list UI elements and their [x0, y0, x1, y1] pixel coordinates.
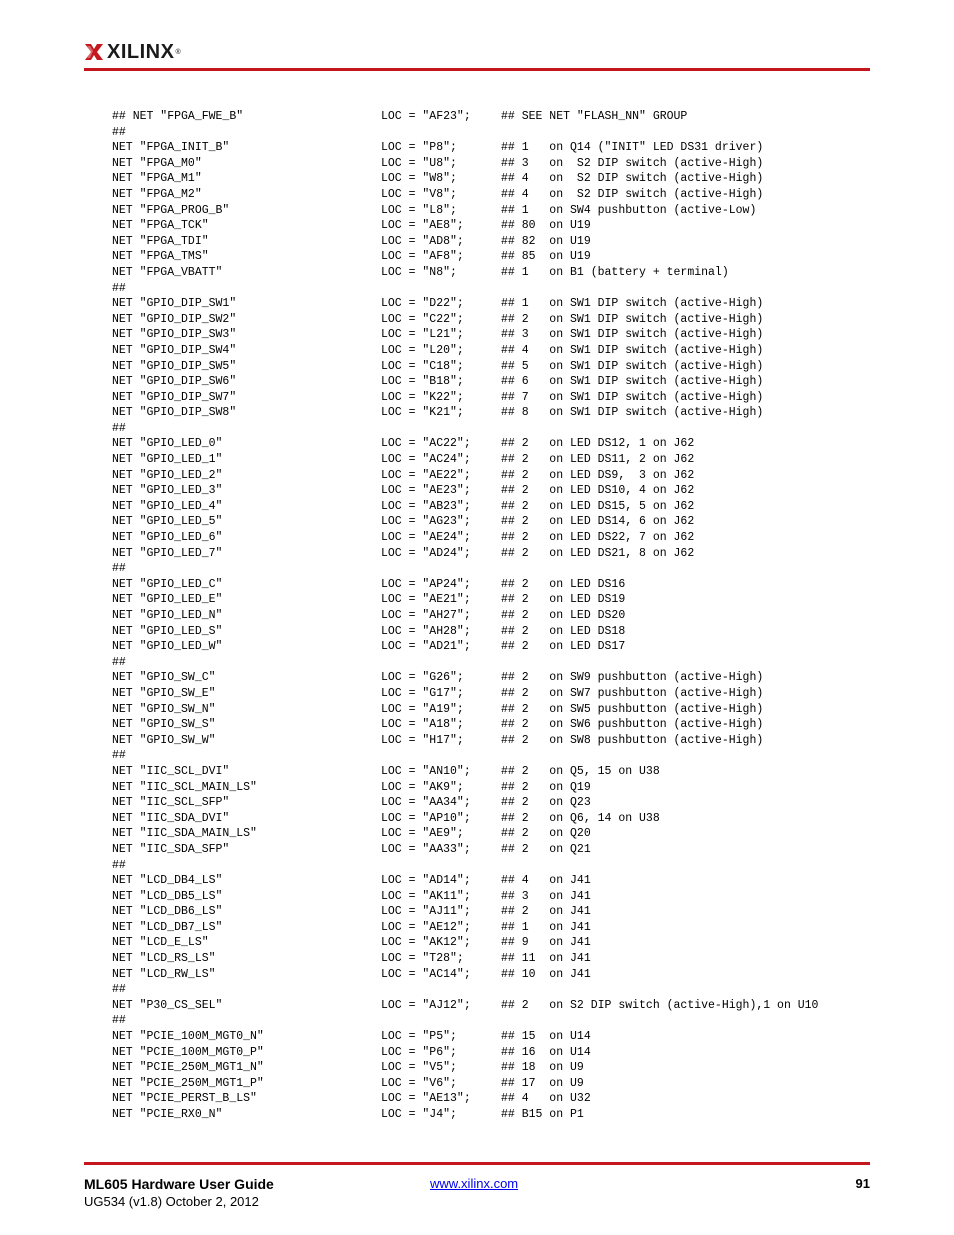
- net-name: NET "GPIO_LED_0": [112, 437, 223, 451]
- pin-comment: ## 2 on LED DS10, 4 on J62: [501, 484, 695, 498]
- loc-constraint: LOC = "AD8";: [381, 234, 464, 248]
- pin-comment: ## 2 on Q21: [501, 842, 591, 856]
- loc-constraint: LOC = "L8";: [381, 203, 457, 217]
- footer-document-title: ML605 Hardware User Guide: [84, 1176, 274, 1192]
- net-name: NET "GPIO_DIP_SW1": [112, 297, 237, 311]
- net-name: NET "GPIO_DIP_SW4": [112, 343, 237, 357]
- loc-constraint: LOC = "AF8";: [381, 250, 464, 264]
- net-name: ##: [112, 858, 126, 872]
- loc-constraint: LOC = "AE9";: [381, 827, 464, 841]
- loc-constraint: LOC = "AD21";: [381, 640, 471, 654]
- loc-constraint: LOC = "A18";: [381, 718, 464, 732]
- net-name: NET "PCIE_PERST_B_LS": [112, 1092, 257, 1106]
- net-name: NET "GPIO_LED_C": [112, 577, 223, 591]
- loc-constraint: LOC = "P5";: [381, 1030, 457, 1044]
- pin-comment: ## 5 on SW1 DIP switch (active-High): [501, 359, 764, 373]
- pin-comment: ## 2 on LED DS19: [501, 593, 626, 607]
- loc-constraint: LOC = "AD14";: [381, 874, 471, 888]
- pin-comment: ## 4 on J41: [501, 874, 591, 888]
- net-name: NET "IIC_SCL_DVI": [112, 764, 230, 778]
- pin-comment: ## 4 on S2 DIP switch (active-High): [501, 187, 764, 201]
- loc-constraint: LOC = "AA33";: [381, 842, 471, 856]
- net-name: NET "FPGA_VBATT": [112, 265, 223, 279]
- loc-constraint: LOC = "N8";: [381, 265, 457, 279]
- pin-comment: ## 2 on LED DS12, 1 on J62: [501, 437, 695, 451]
- loc-constraint: LOC = "AB23";: [381, 499, 471, 513]
- loc-constraint: LOC = "AE13";: [381, 1092, 471, 1106]
- loc-constraint: LOC = "A19";: [381, 702, 464, 716]
- pin-comment: ## 11 on J41: [501, 952, 591, 966]
- net-name: NET "P30_CS_SEL": [112, 998, 223, 1012]
- pin-comment: ## B15 on P1: [501, 1108, 584, 1121]
- net-name: NET "FPGA_M2": [112, 187, 202, 201]
- pin-comment: ## 6 on SW1 DIP switch (active-High): [501, 375, 764, 389]
- pin-comment: ## 2 on SW8 pushbutton (active-High): [501, 733, 764, 747]
- loc-constraint: LOC = "AJ12";: [381, 998, 471, 1012]
- pin-comment: ## 1 on SW1 DIP switch (active-High): [501, 297, 764, 311]
- footer-website-link[interactable]: www.xilinx.com: [430, 1176, 519, 1191]
- loc-constraint: LOC = "H17";: [381, 733, 464, 747]
- loc-constraint: LOC = "P6";: [381, 1045, 457, 1059]
- pin-comment: ## 2 on SW9 pushbutton (active-High): [501, 671, 764, 685]
- pin-comment: ## 2 on LED DS22, 7 on J62: [501, 531, 695, 545]
- pin-comment: ## 9 on J41: [501, 936, 591, 950]
- pin-comment: ## 3 on S2 DIP switch (active-High): [501, 156, 764, 170]
- net-name: NET "GPIO_DIP_SW5": [112, 359, 237, 373]
- header-rule: [84, 68, 870, 71]
- loc-constraint: LOC = "AD24";: [381, 546, 471, 560]
- loc-constraint: LOC = "D22";: [381, 297, 464, 311]
- pin-comment: ## 15 on U14: [501, 1030, 591, 1044]
- pin-comment: ## 4 on U32: [501, 1092, 591, 1106]
- pin-comment: ## 1 on Q14 ("INIT" LED DS31 driver): [501, 141, 764, 155]
- loc-constraint: LOC = "AJ11";: [381, 905, 471, 919]
- net-name: NET "LCD_DB4_LS": [112, 874, 223, 888]
- loc-constraint: LOC = "AC24";: [381, 453, 471, 467]
- pin-comment: ## 2 on SW7 pushbutton (active-High): [501, 686, 764, 700]
- loc-constraint: LOC = "J4";: [381, 1108, 457, 1121]
- loc-constraint: LOC = "AE22";: [381, 468, 471, 482]
- loc-constraint: LOC = "AF23";: [381, 110, 471, 123]
- net-name: ## NET "FPGA_FWE_B": [112, 110, 244, 123]
- net-name: NET "LCD_RS_LS": [112, 952, 216, 966]
- net-name: NET "GPIO_LED_4": [112, 499, 223, 513]
- net-name: NET "FPGA_M1": [112, 172, 202, 186]
- loc-constraint: LOC = "AA34";: [381, 796, 471, 810]
- net-name: NET "LCD_DB7_LS": [112, 920, 223, 934]
- pin-comment: ## 2 on LED DS21, 8 on J62: [501, 546, 695, 560]
- pin-comment: ## 2 on LED DS14, 6 on J62: [501, 515, 695, 529]
- net-name: NET "GPIO_DIP_SW3": [112, 328, 237, 342]
- pin-comment: ## 1 on SW4 pushbutton (active-Low): [501, 203, 757, 217]
- pin-comment: ## 2 on LED DS15, 5 on J62: [501, 499, 695, 513]
- loc-constraint: LOC = "V8";: [381, 187, 457, 201]
- net-name: NET "GPIO_LED_3": [112, 484, 223, 498]
- net-name: NET "GPIO_LED_S": [112, 624, 223, 638]
- net-name: NET "FPGA_TDI": [112, 234, 209, 248]
- loc-constraint: LOC = "L20";: [381, 343, 464, 357]
- net-name: NET "FPGA_M0": [112, 156, 202, 170]
- page-number: 91: [855, 1176, 870, 1191]
- pin-comment: ## 2 on J41: [501, 905, 591, 919]
- net-name: ##: [112, 125, 126, 139]
- net-name: NET "LCD_DB6_LS": [112, 905, 223, 919]
- net-name: NET "GPIO_SW_E": [112, 686, 216, 700]
- loc-constraint: LOC = "AN10";: [381, 764, 471, 778]
- net-name: ##: [112, 655, 126, 669]
- loc-constraint: LOC = "AP10";: [381, 811, 471, 825]
- loc-constraint: LOC = "AH27";: [381, 609, 471, 622]
- pin-comment: ## 2 on LED DS20: [501, 609, 626, 622]
- net-name: NET "GPIO_LED_6": [112, 531, 223, 545]
- pin-comment: ## 80 on U19: [501, 219, 591, 233]
- loc-constraint: LOC = "V5";: [381, 1061, 457, 1075]
- loc-constraint: LOC = "B18";: [381, 375, 464, 389]
- loc-constraint: LOC = "AG23";: [381, 515, 471, 529]
- loc-constraint: LOC = "K22";: [381, 390, 464, 404]
- xilinx-logo: [84, 40, 181, 64]
- net-name: NET "GPIO_DIP_SW2": [112, 312, 237, 326]
- pin-comment: ## 2 on LED DS16: [501, 577, 626, 591]
- pin-comment: ## 10 on J41: [501, 967, 591, 981]
- footer-document-version: UG534 (v1.8) October 2, 2012: [84, 1194, 259, 1209]
- net-name: NET "FPGA_TMS": [112, 250, 209, 264]
- pin-comment: ## 85 on U19: [501, 250, 591, 264]
- pin-comment: ## 8 on SW1 DIP switch (active-High): [501, 406, 764, 420]
- net-name: NET "LCD_RW_LS": [112, 967, 216, 981]
- pin-comment: ## 7 on SW1 DIP switch (active-High): [501, 390, 764, 404]
- pin-comment: ## 2 on Q5, 15 on U38: [501, 764, 660, 778]
- net-name: NET "FPGA_INIT_B": [112, 141, 230, 155]
- loc-constraint: LOC = "AP24";: [381, 577, 471, 591]
- pin-comment: ## 2 on Q19: [501, 780, 591, 794]
- pin-comment: ## 2 on LED DS11, 2 on J62: [501, 453, 695, 467]
- loc-constraint: LOC = "AE12";: [381, 920, 471, 934]
- net-name: ##: [112, 983, 126, 997]
- loc-constraint: LOC = "W8";: [381, 172, 457, 186]
- net-name: ##: [112, 749, 126, 763]
- loc-constraint: LOC = "C18";: [381, 359, 464, 373]
- loc-constraint: LOC = "AK12";: [381, 936, 471, 950]
- pin-comment: ## 4 on SW1 DIP switch (active-High): [501, 343, 764, 357]
- net-name: NET "IIC_SCL_MAIN_LS": [112, 780, 257, 794]
- net-name: NET "PCIE_100M_MGT0_N": [112, 1030, 264, 1044]
- net-name: NET "IIC_SDA_MAIN_LS": [112, 827, 257, 841]
- pin-comment: ## 2 on Q20: [501, 827, 591, 841]
- pin-comment: ## 82 on U19: [501, 234, 591, 248]
- footer-rule: [84, 1162, 870, 1165]
- pin-comment: ## 1 on B1 (battery + terminal): [501, 265, 729, 279]
- pin-comment: ## 3 on J41: [501, 889, 591, 903]
- loc-constraint: LOC = "AH28";: [381, 624, 471, 638]
- net-name: NET "GPIO_SW_N": [112, 702, 216, 716]
- pin-comment: ## 2 on SW6 pushbutton (active-High): [501, 718, 764, 732]
- pin-comment: ## 2 on LED DS9, 3 on J62: [501, 468, 695, 482]
- net-name: ##: [112, 1014, 126, 1028]
- pin-comment: ## 17 on U9: [501, 1076, 584, 1090]
- net-name: NET "GPIO_LED_7": [112, 546, 223, 560]
- net-name: NET "GPIO_DIP_SW6": [112, 375, 237, 389]
- pin-comment: ## 2 on Q23: [501, 796, 591, 810]
- net-name: NET "GPIO_LED_E": [112, 593, 223, 607]
- net-name: NET "GPIO_SW_W": [112, 733, 216, 747]
- net-name: NET "GPIO_LED_1": [112, 453, 223, 467]
- net-name: NET "FPGA_TCK": [112, 219, 209, 233]
- loc-constraint: LOC = "AE24";: [381, 531, 471, 545]
- loc-constraint: LOC = "C22";: [381, 312, 464, 326]
- net-name: NET "PCIE_250M_MGT1_N": [112, 1061, 264, 1075]
- logo-text: XILINX: [107, 40, 175, 63]
- pin-comment: ## 2 on Q6, 14 on U38: [501, 811, 660, 825]
- xilinx-x-mark-icon: [84, 42, 104, 62]
- pin-comment: ## 3 on SW1 DIP switch (active-High): [501, 328, 764, 342]
- net-name: ##: [112, 562, 126, 576]
- net-name: ##: [112, 421, 126, 435]
- net-name: NET "IIC_SDA_SFP": [112, 842, 230, 856]
- loc-constraint: LOC = "L21";: [381, 328, 464, 342]
- net-name: NET "GPIO_SW_C": [112, 671, 216, 685]
- net-name: NET "GPIO_LED_2": [112, 468, 223, 482]
- loc-constraint: LOC = "AC14";: [381, 967, 471, 981]
- loc-constraint: LOC = "AK9";: [381, 780, 464, 794]
- pin-comment: ## 2 on LED DS18: [501, 624, 626, 638]
- loc-constraint: LOC = "T28";: [381, 952, 464, 966]
- net-name: NET "PCIE_100M_MGT0_P": [112, 1045, 264, 1059]
- pin-comment: ## 2 on S2 DIP switch (active-High),1 on U10: [501, 998, 819, 1012]
- pin-comment: ## 4 on S2 DIP switch (active-High): [501, 172, 764, 186]
- net-name: NET "GPIO_DIP_SW7": [112, 390, 237, 404]
- net-name: NET "PCIE_250M_MGT1_P": [112, 1076, 264, 1090]
- loc-constraint: LOC = "K21";: [381, 406, 464, 420]
- loc-constraint: LOC = "AE8";: [381, 219, 464, 233]
- pin-comment: ## 16 on U14: [501, 1045, 591, 1059]
- net-name: NET "IIC_SCL_SFP": [112, 796, 230, 810]
- loc-constraint: LOC = "U8";: [381, 156, 457, 170]
- loc-constraint: LOC = "G26";: [381, 671, 464, 685]
- pin-comment: ## 18 on U9: [501, 1061, 584, 1075]
- net-name: NET "GPIO_LED_N": [112, 609, 223, 622]
- loc-constraint: LOC = "V6";: [381, 1076, 457, 1090]
- net-name: NET "FPGA_PROG_B": [112, 203, 230, 217]
- pin-comment: ## 1 on J41: [501, 920, 591, 934]
- loc-constraint: LOC = "G17";: [381, 686, 464, 700]
- logo-registered-mark: ®: [175, 48, 181, 56]
- pin-comment: ## 2 on LED DS17: [501, 640, 626, 654]
- net-name: NET "GPIO_SW_S": [112, 718, 216, 732]
- net-name: NET "IIC_SDA_DVI": [112, 811, 230, 825]
- loc-constraint: LOC = "AK11";: [381, 889, 471, 903]
- net-name: ##: [112, 281, 126, 295]
- net-name: NET "PCIE_RX0_N": [112, 1108, 223, 1121]
- net-name: NET "LCD_E_LS": [112, 936, 209, 950]
- loc-constraint: LOC = "AE23";: [381, 484, 471, 498]
- loc-constraint: LOC = "AC22";: [381, 437, 471, 451]
- net-name: NET "GPIO_LED_5": [112, 515, 223, 529]
- loc-constraint: LOC = "AE21";: [381, 593, 471, 607]
- net-name: NET "GPIO_LED_W": [112, 640, 223, 654]
- net-name: NET "GPIO_DIP_SW8": [112, 406, 237, 420]
- pin-comment: ## 2 on SW1 DIP switch (active-High): [501, 312, 764, 326]
- loc-constraint: LOC = "P8";: [381, 141, 457, 155]
- pin-comment: ## SEE NET "FLASH_NN" GROUP: [501, 110, 688, 123]
- net-name: NET "LCD_DB5_LS": [112, 889, 223, 903]
- pin-comment: ## 2 on SW5 pushbutton (active-High): [501, 702, 764, 716]
